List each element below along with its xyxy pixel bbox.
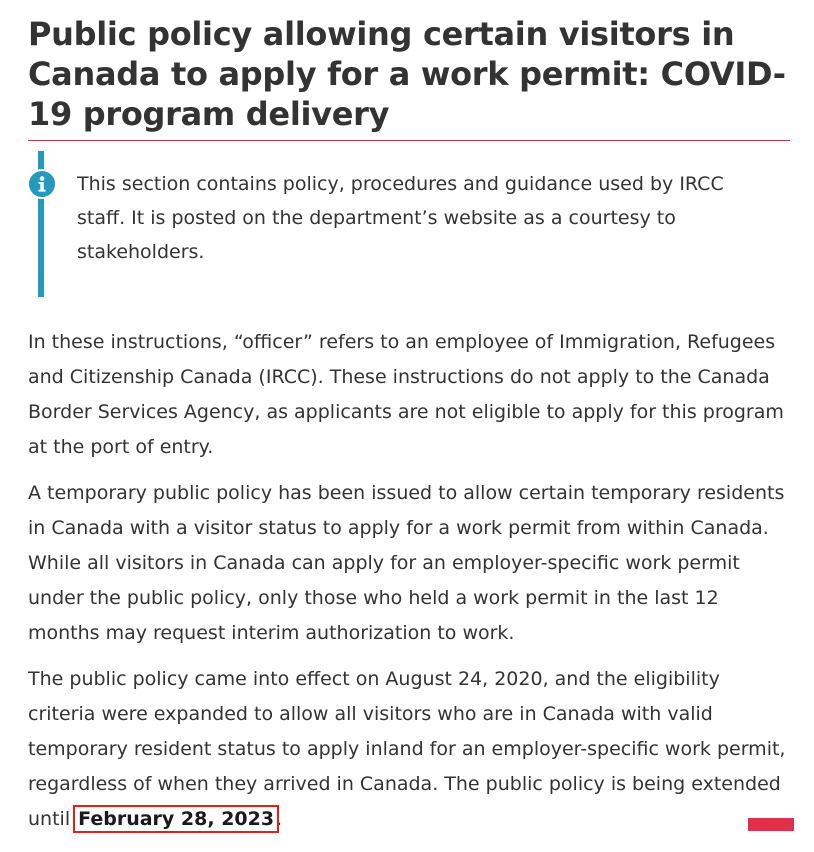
paragraph-extension (28, 662, 790, 837)
page-content (28, 14, 790, 837)
info-icon (27, 169, 57, 199)
alert-text: This section contains policy, procedures and guidance used by IRCC staff. It is posted on the department’s website as a courtesy to stakeholders. (77, 173, 724, 263)
red-marker (748, 818, 794, 831)
highlighted-extension-date: February 28, 2023 (78, 808, 275, 830)
page-title: Public policy allowing certain visitors in Canada to apply for a work permit: COVID-19 program delivery (28, 14, 790, 141)
paragraph-extension-end: . (276, 808, 283, 830)
paragraph-officer-definition: In these instructions, “officer” refers to an employee of Immigration, Refugees and Citizenship Canada (IRCC). These instructions do not apply to the Canada Border Services Agency, as applicants are not eligible to apply for this program at the port of entry. (28, 331, 784, 458)
info-alert (28, 151, 790, 297)
paragraph-extension-text: The public policy came into effect on August 24, 2020, and the eligibility criteria were expanded to allow all visitors who are in Canada with valid temporary resident status to apply inland for an employer-specific work permit, regardless of when they arrived in Canada. The public policy is being extended until (28, 668, 786, 830)
paragraph-public-policy: A temporary public policy has been issued to allow certain temporary residents in Canada with a visitor status to apply for a work permit from within Canada. While all visitors in Canada can apply for an employer-specific work permit under the public policy, only those who held a work permit in the last 12 months may request interim authorization to work. (28, 482, 785, 644)
